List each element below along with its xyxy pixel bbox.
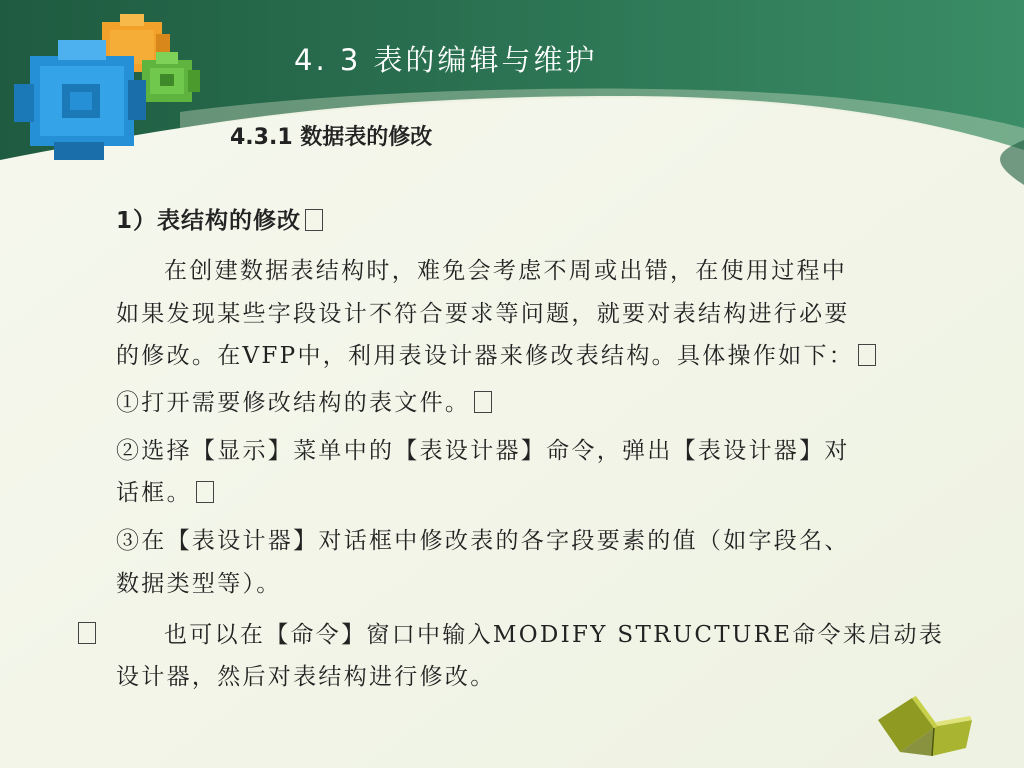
paragraph-line bbox=[116, 337, 876, 370]
placeholder-box bbox=[858, 344, 876, 366]
section-subtitle: 4.3.1 数据表的修改 bbox=[230, 125, 433, 150]
book-icon bbox=[876, 690, 976, 760]
step-item bbox=[116, 384, 492, 417]
paragraph-line: 在创建数据表结构时，难免会考虑不周或出错，在使用过程中 bbox=[164, 258, 848, 284]
bullet-box bbox=[78, 622, 96, 644]
section-heading bbox=[116, 202, 323, 235]
step-item-text: ①打开需要修改结构的表文件。 bbox=[116, 390, 471, 416]
paragraph-line: 如果发现某些字段设计不符合要求等问题，就要对表结构进行必要 bbox=[116, 301, 850, 327]
step-item-continuation: 数据类型等）。 bbox=[116, 571, 282, 597]
step-item-text: 话框。 bbox=[116, 480, 192, 506]
step-item-continuation bbox=[116, 474, 214, 507]
note-line: 设计器，然后对表结构进行修改。 bbox=[116, 664, 496, 690]
placeholder-box bbox=[474, 391, 492, 413]
section-heading-text: 1）表结构的修改 bbox=[116, 208, 302, 234]
placeholder-box bbox=[305, 209, 323, 231]
step-item: ②选择【显示】菜单中的【表设计器】命令，弹出【表设计器】对 bbox=[116, 438, 850, 464]
note-line: 也可以在【命令】窗口中输入MODIFY STRUCTURE命令来启动表 bbox=[164, 622, 945, 648]
step-item: ③在【表设计器】对话框中修改表的各字段要素的值（如字段名、 bbox=[116, 528, 850, 554]
puzzle-cubes-icon bbox=[10, 10, 210, 170]
placeholder-box bbox=[196, 481, 214, 503]
paragraph-line-text: 的修改。在VFP中，利用表设计器来修改表结构。具体操作如下： bbox=[116, 343, 855, 369]
slide-title: 4. 3 表的编辑与维护 bbox=[294, 43, 598, 77]
